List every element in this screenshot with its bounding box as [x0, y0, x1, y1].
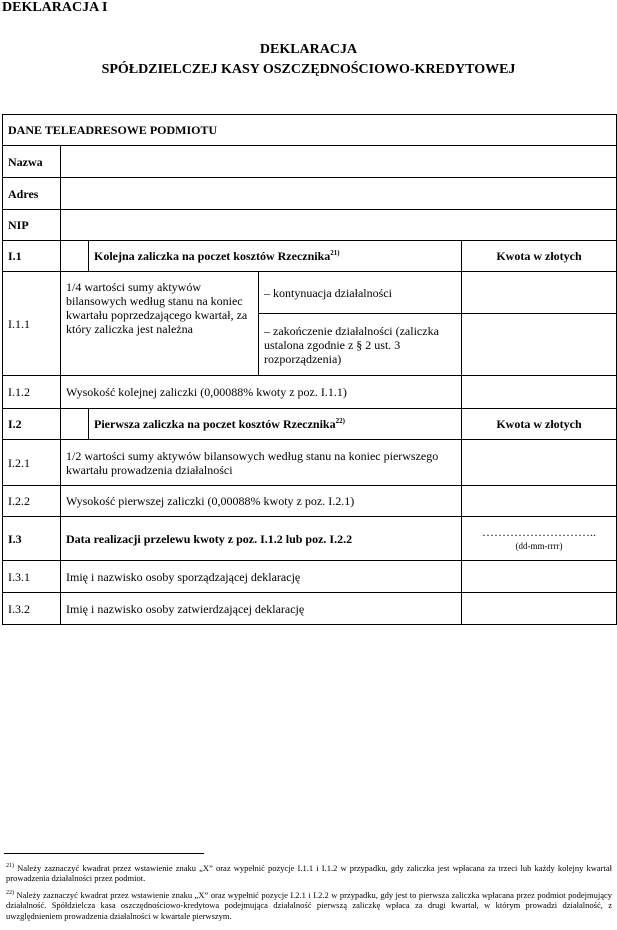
document-label: DEKLARACJA I: [2, 0, 108, 15]
i21-amount[interactable]: [462, 440, 617, 486]
footnote-22-ref: 22): [6, 890, 14, 896]
i11-amount-end[interactable]: [462, 314, 617, 376]
i3-date-dots: ………………………..: [482, 524, 596, 539]
contact-heading-row: [3, 115, 617, 146]
address-row: [3, 178, 617, 210]
i22-description: Wysokość pierwszej zaliczki (0,00088% kwoty z poz. I.2.1): [61, 486, 462, 517]
i3-date-format: (dd-mm-rrrr): [515, 540, 563, 551]
i21-code: I.2.1: [3, 440, 61, 486]
footnote-divider: [4, 853, 204, 854]
i3-title: Data realizacji przelewu kwoty z poz. I.1.2 lub poz. I.2.2: [61, 517, 462, 561]
i12-code: I.1.2: [3, 376, 61, 409]
nip-field[interactable]: [61, 210, 617, 241]
i11-row-continue: [3, 272, 617, 314]
i32-value[interactable]: [462, 593, 617, 625]
i1-header-row: [3, 241, 617, 272]
i1-amount-header: Kwota w złotych: [462, 241, 617, 272]
i3-row: [3, 517, 617, 561]
i11-amount-continue[interactable]: [462, 272, 617, 314]
i32-code: I.3.2: [3, 593, 61, 625]
i1-footnote-ref: 21): [330, 249, 340, 257]
nip-label: NIP: [3, 210, 61, 241]
i2-title-cell: [89, 409, 462, 440]
i31-value[interactable]: [462, 561, 617, 593]
name-field[interactable]: [61, 146, 617, 178]
address-label: Adres: [3, 178, 61, 210]
i22-row: [3, 486, 617, 517]
i2-title: Pierwsza zaliczka na poczet kosztów Rzecznika: [94, 417, 336, 431]
i3-code: I.3: [3, 517, 61, 561]
footnote-22: [6, 888, 612, 921]
i11-code: I.1.1: [3, 272, 61, 376]
form-title: DEKLARACJA: [259, 42, 358, 57]
nip-row: [3, 210, 617, 241]
i22-code: I.2.2: [3, 486, 61, 517]
i31-row: [3, 561, 617, 593]
i32-description: Imię i nazwisko osoby zatwierdzającej deklarację: [61, 593, 462, 625]
i1-checkbox[interactable]: [61, 241, 89, 272]
i3-date-field[interactable]: [462, 517, 617, 561]
footnote-21-text: Należy zaznaczyć kwadrat przez wstawienie znaku „X” oraz wypełnić pozycje I.1.1 i I.1.2 w przypadku, gdy zaliczka jest wpłacana za trzeci lub każdy kolejny kwartał prowadzenia działalności przez podmiot.: [6, 862, 612, 884]
i11-description: 1/4 wartości sumy aktywów bilansowych według stanu na koniec kwartału poprzedzającego kwartał, za który zaliczka jest należna: [61, 272, 259, 376]
name-label: Nazwa: [3, 146, 61, 178]
i2-header-row: [3, 409, 617, 440]
i31-code: I.3.1: [3, 561, 61, 593]
footnote-21: [6, 861, 612, 884]
i11-option-continue: – kontynuacja działalności: [259, 272, 462, 314]
i11-option-end: – zakończenie działalności (zaliczka ustalona zgodnie z § 2 ust. 3 rozporządzenia): [259, 314, 462, 376]
declaration-table: [2, 114, 617, 625]
i22-amount[interactable]: [462, 486, 617, 517]
i2-footnote-ref: 22): [335, 417, 345, 425]
i1-title-cell: [89, 241, 462, 272]
i12-description: Wysokość kolejnej zaliczki (0,00088% kwoty z poz. I.1.1): [61, 376, 462, 409]
i1-code: I.1: [3, 241, 61, 272]
i32-row: [3, 593, 617, 625]
footnote-22-text: Należy zaznaczyć kwadrat przez wstawienie znaku „X” oraz wypełnić pozycje I.2.1 i I.2.2 w przypadku, gdy jest to pierwsza zaliczka wpłacana przez podmiot podejmujący działalność. Spółdzielcza kasa oszczędnościowo-kredytowa podejmująca działalność pierwszą zaliczkę wpłaca za drugi kwartał, w którym prowadzi działalność, z uwzględnieniem prowadzenia działalności w kwartale pierwszym.: [6, 889, 612, 921]
i31-description: Imię i nazwisko osoby sporządzającej deklarację: [61, 561, 462, 593]
i21-description: 1/2 wartości sumy aktywów bilansowych według stanu na koniec pierwszego kwartału prowadzenia działalności: [61, 440, 462, 486]
address-field[interactable]: [61, 178, 617, 210]
i1-title: Kolejna zaliczka na poczet kosztów Rzecznika: [94, 249, 331, 263]
contact-heading: DANE TELEADRESOWE PODMIOTU: [3, 115, 617, 146]
footnote-21-ref: 21): [6, 863, 14, 869]
i2-code: I.2: [3, 409, 61, 440]
i12-row: [3, 376, 617, 409]
i12-amount[interactable]: [462, 376, 617, 409]
name-row: [3, 146, 617, 178]
form-subtitle: SPÓŁDZIELCZEJ KASY OSZCZĘDNOŚCIOWO-KREDYTOWEJ: [101, 62, 516, 77]
i2-checkbox[interactable]: [61, 409, 89, 440]
i2-amount-header: Kwota w złotych: [462, 409, 617, 440]
i21-row: [3, 440, 617, 486]
